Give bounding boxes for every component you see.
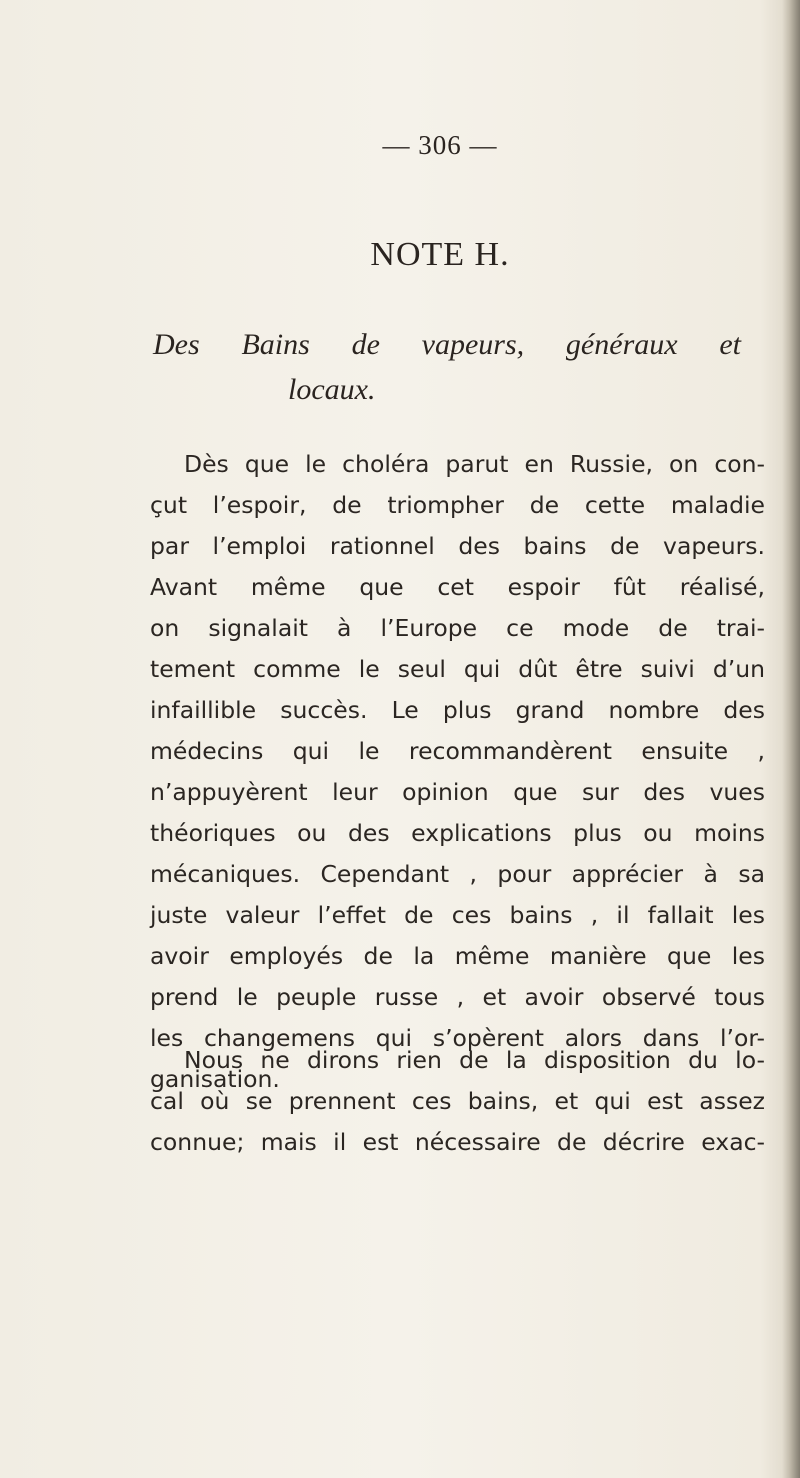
text-line: connue; mais il est nécessaire de décrire exac- (150, 1128, 765, 1156)
text-line: théoriques ou des explications plus ou moins (150, 819, 765, 847)
page-edge-shadow (782, 0, 800, 1478)
text-line: Avant même que cet espoir fût réalisé, (150, 573, 765, 601)
text-line: juste valeur l’effet de ces bains , il fallait les (150, 901, 765, 929)
note-title: NOTE H. (370, 236, 510, 273)
text-line: médecins qui le recommandèrent ensuite , (150, 737, 765, 765)
subtitle-line: Des Bains de vapeurs, généraux et (153, 328, 741, 361)
text-line: les changemens qui s’opèrent alors dans l’or- (150, 1024, 765, 1052)
text-line: on signalait à l’Europe ce mode de trai- (150, 614, 765, 642)
page-number: — 306 — (382, 130, 498, 160)
text-line: n’appuyèrent leur opinion que sur des vues (150, 778, 765, 806)
text-line: prend le peuple russe , et avoir observé tous (150, 983, 765, 1011)
paragraph-2 (150, 1040, 765, 1163)
subtitle-line: locaux. (288, 373, 376, 406)
paragraph-1 (150, 444, 765, 1100)
text-line: Nous ne dirons rien de la disposition du lo- (184, 1046, 765, 1074)
text-line: infaillible succès. Le plus grand nombre des (150, 696, 765, 724)
text-line: çut l’espoir, de triompher de cette maladie (150, 491, 765, 519)
text-line: par l’emploi rationnel des bains de vapeurs. (150, 532, 765, 560)
text-line: cal où se prennent ces bains, et qui est assez (150, 1087, 765, 1115)
text-line: tement comme le seul qui dût être suivi d’un (150, 655, 765, 683)
section-subtitle (153, 322, 753, 412)
text-line: mécaniques. Cependant , pour apprécier à sa (150, 860, 765, 888)
text-line: ganisation. (150, 1065, 280, 1093)
text-line: Dès que le choléra parut en Russie, on con- (184, 450, 765, 478)
text-line: avoir employés de la même manière que les (150, 942, 765, 970)
